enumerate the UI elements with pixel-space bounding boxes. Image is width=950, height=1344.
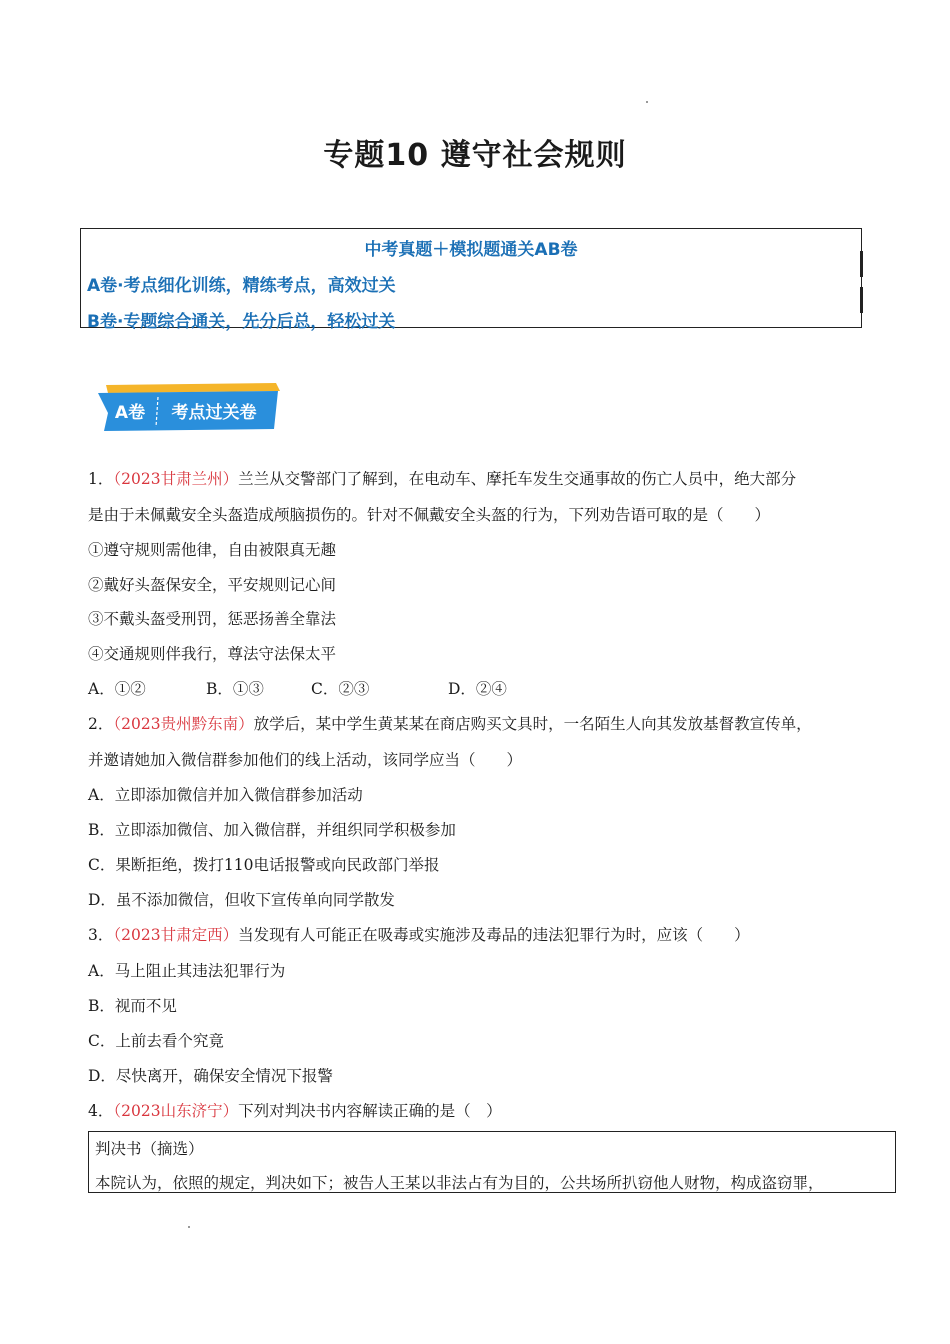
speck <box>646 101 648 103</box>
question-source: （2023甘肃兰州） <box>113 470 239 488</box>
judgment-box <box>88 1131 896 1193</box>
option-b[interactable]: B．立即添加微信、加入微信群，并组织同学积极参加 <box>88 821 456 839</box>
option-c[interactable]: C．上前去看个究竟 <box>88 1032 224 1050</box>
question-1-line-2: 是由于未佩戴安全头盔造成颅脑损伤的。针对不佩戴安全头盔的行为，下列劝告语可取的是（ ） <box>88 506 771 524</box>
option-c[interactable]: C．②③ <box>311 680 370 698</box>
badge-left: A卷 <box>114 403 146 423</box>
question-number: 2． <box>88 715 114 733</box>
question-text: 下列对判决书内容解读正确的是（ ） <box>238 1102 502 1120</box>
statement-2: ②戴好头盔保安全，平安规则记心间 <box>88 576 337 594</box>
section-badge <box>94 383 284 435</box>
page-title: 专题10 遵守社会规则 <box>323 138 627 173</box>
statement-1: ①遵守规则需他律，自由被限真无趣 <box>88 541 337 559</box>
badge-shape <box>94 383 284 435</box>
question-source: （2023甘肃定西） <box>113 926 239 944</box>
question-1-line-1 <box>88 467 796 489</box>
intro-line-1: 中考真题＋模拟题通关AB卷 <box>364 240 578 260</box>
speck <box>188 1226 190 1228</box>
option-a[interactable]: A．立即添加微信并加入微信群参加活动 <box>88 786 363 804</box>
option-d[interactable]: D．②④ <box>448 680 507 698</box>
question-2-line-2: 并邀请她加入微信群参加他们的线上活动，该同学应当（ ） <box>88 751 523 769</box>
option-a[interactable]: A．①② <box>88 680 146 698</box>
option-b[interactable]: B．①③ <box>206 680 264 698</box>
judgment-text: 本院认为，依照的规定，判决如下；被告人王某以非法占有为目的，公共场所扒窃他人财物，构成盗窃罪， <box>95 1174 824 1192</box>
question-2-line-1 <box>88 712 812 734</box>
option-c[interactable]: C．果断拒绝，拨打110电话报警或向民政部门举报 <box>88 856 440 874</box>
option-d[interactable]: D．虽不添加微信，但收下宣传单向同学散发 <box>88 891 395 909</box>
question-text: 兰兰从交警部门了解到，在电动车、摩托车发生交通事故的伤亡人员中，绝大部分 <box>238 470 797 488</box>
option-d[interactable]: D．尽快离开，确保安全情况下报警 <box>88 1067 333 1085</box>
intro-line-3: B卷·专题综合通关，先分后总，轻松过关 <box>87 312 396 332</box>
badge-right: 考点过关卷 <box>171 403 257 423</box>
question-4-line-1 <box>88 1099 502 1121</box>
statement-3: ③不戴头盔受刑罚，惩恶扬善全靠法 <box>88 610 337 628</box>
question-text: 当发现有人可能正在吸毒或实施涉及毒品的违法犯罪行为时，应该（ ） <box>238 926 750 944</box>
option-a[interactable]: A．马上阻止其违法犯罪行为 <box>88 962 286 980</box>
statement-4: ④交通规则伴我行，尊法守法保太平 <box>88 645 337 663</box>
judgment-title: 判决书（摘选） <box>95 1140 204 1158</box>
question-source: （2023贵州黔东南） <box>113 715 254 733</box>
box-marker <box>860 287 863 313</box>
question-number: 1． <box>88 470 114 488</box>
question-number: 3． <box>88 926 114 944</box>
intro-line-2: A卷·考点细化训练，精练考点，高效过关 <box>87 276 396 296</box>
question-number: 4． <box>88 1102 114 1120</box>
intro-box <box>80 228 862 332</box>
question-text: 放学后，某中学生黄某某在商店购买文具时，一名陌生人向其发放基督教宣传单， <box>253 715 812 733</box>
box-marker <box>860 251 863 277</box>
question-source: （2023山东济宁） <box>113 1102 239 1120</box>
option-b[interactable]: B．视而不见 <box>88 997 177 1015</box>
question-3-line-1 <box>88 923 750 945</box>
